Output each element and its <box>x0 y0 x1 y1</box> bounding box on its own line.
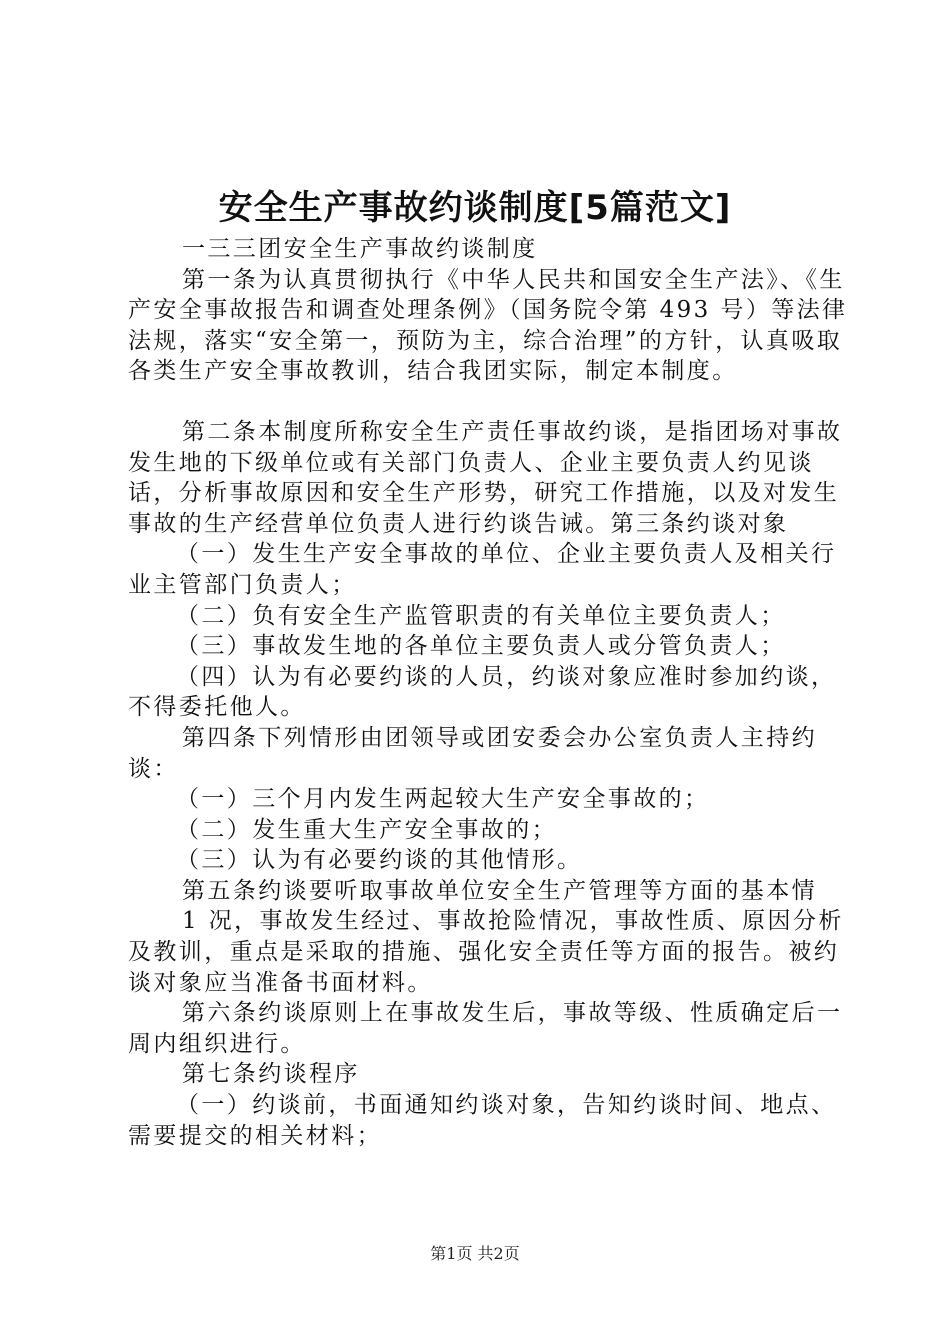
list-item: （一）发生生产安全事故的单位、企业主要负责人及相关行业主管部门负责人； <box>128 541 837 598</box>
list-item: （一）三个月内发生两起较大生产安全事故的； <box>176 786 710 813</box>
list-item: （二）负有安全生产监管职责的有关单位主要负责人； <box>176 602 786 629</box>
document-title: 安全生产事故约谈制度[5篇范文] <box>218 188 732 228</box>
paragraph-article-4: 第四条下列情形由团领导或团安委会办公室负责人主持约谈： <box>128 724 817 782</box>
paragraph-article-6: 第六条约谈原则上在事故发生后，事故等级、性质确定后一周内组织进行。 <box>128 1000 843 1057</box>
list-item: （三）事故发生地的各单位主要负责人或分管负责人； <box>176 633 786 660</box>
paragraph-gap <box>128 387 853 417</box>
list-item: （三）认为有必要约谈的其他情形。 <box>176 847 583 874</box>
list-item: （四）认为有必要约谈的人员，约谈对象应准时参加约谈，不得委托他人。 <box>128 663 837 721</box>
page-footer: 第1页 共2页 <box>430 1244 520 1263</box>
document-body <box>128 234 853 1151</box>
paragraph-article-5-continued: 1 况，事故发生经过、事故抢险情况，事故性质、原因分析及教训，重点是采取的措施、强化安全责任等方面的报告。被约谈对象应当准备书面材料。 <box>128 908 844 996</box>
list-item: （二）发生重大生产安全事故的； <box>176 816 557 843</box>
paragraph-article-7: 第七条约谈程序 <box>182 1061 360 1088</box>
paragraph-article-1: 第一条为认真贯彻执行《中华人民共和国安全生产法》、《生产安全事故报告和调查处理条例》（国务院令第 493 号）等法律法规，落实“安全第一，预防为主，综合治理”的方针，认真吸取各类生产安全事故教训，结合我团实际，制定本制度。 <box>128 266 848 385</box>
paragraph-heading: 一三三团安全生产事故约谈制度 <box>182 236 538 262</box>
paragraph-article-5: 第五条约谈要听取事故单位安全生产管理等方面的基本情 <box>182 877 817 904</box>
list-item: （一）约谈前，书面通知约谈对象，告知约谈时间、地点、需要提交的相关材料； <box>128 1092 837 1149</box>
paragraph-article-2: 第二条本制度所称安全生产责任事故约谈，是指团场对事故发生地的下级单位或有关部门负责人、企业主要负责人约见谈话，分析事故原因和安全生产形势，研究工作措施，以及对发生事故的生产经营单位负责人进行约谈告诫。第三条约谈对象 <box>128 418 843 537</box>
